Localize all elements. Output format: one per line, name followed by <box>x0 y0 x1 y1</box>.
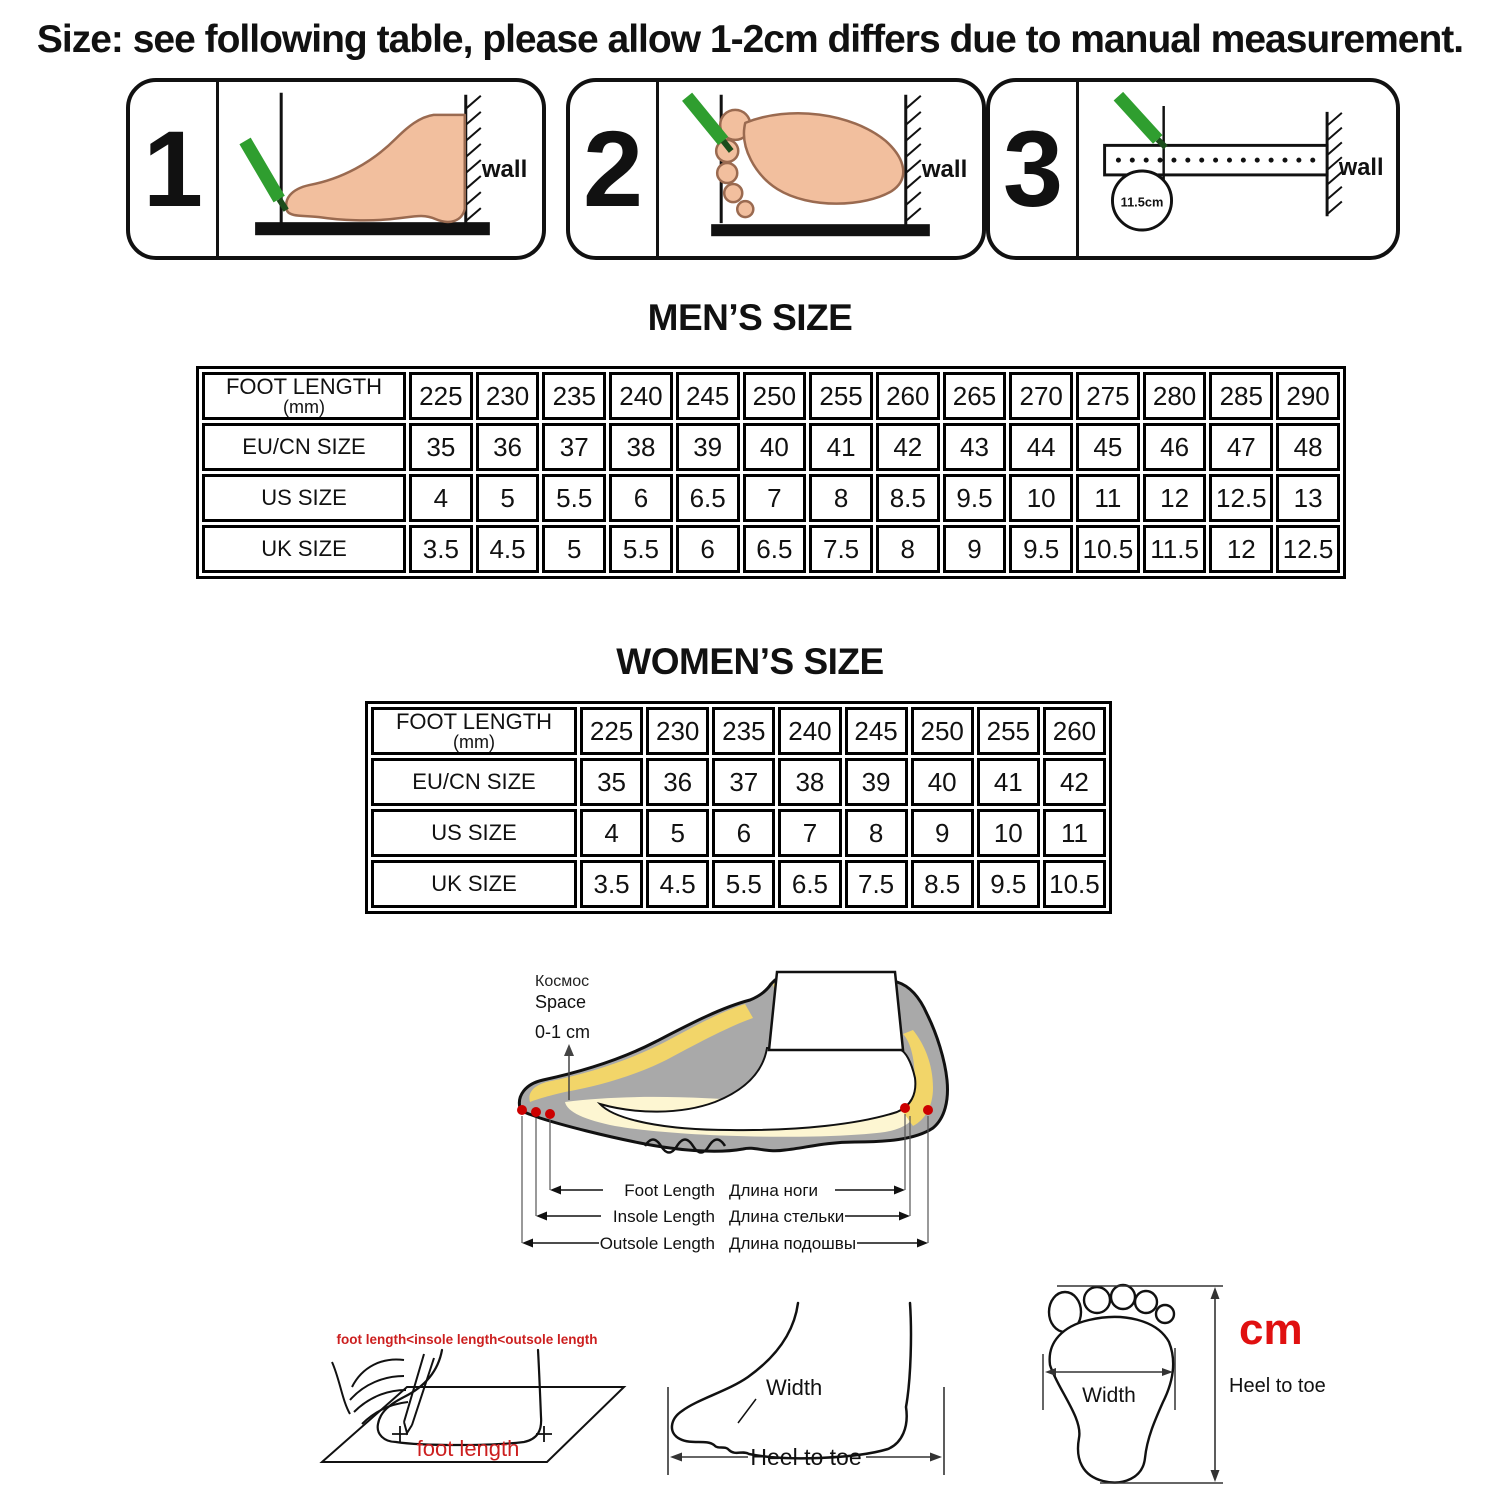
step-3-number: 3 <box>990 82 1079 256</box>
size-cell: 7.5 <box>845 860 908 908</box>
floor-icon <box>255 222 490 235</box>
step-2-number: 2 <box>570 82 659 256</box>
size-cell: 10 <box>977 809 1040 857</box>
footprint-diagram <box>995 1270 1340 1490</box>
size-cell: 39 <box>845 758 908 806</box>
size-cell: 41 <box>977 758 1040 806</box>
foot-top-icon <box>716 110 903 217</box>
size-cell: 5.5 <box>712 860 775 908</box>
outsole-length-label-ru: Длина подошвы <box>729 1234 857 1253</box>
size-cell: 270 <box>1009 372 1073 420</box>
size-cell: 235 <box>712 707 775 755</box>
wall-hatch-icon <box>466 95 481 229</box>
size-cell: 35 <box>409 423 473 471</box>
womens-size-table-wrap <box>365 701 1112 914</box>
step-1-number: 1 <box>130 82 219 256</box>
foot-length-label-ru: Длина ноги <box>729 1181 819 1200</box>
insole-length-label-en: Insole Length <box>612 1207 715 1226</box>
size-cell: 5 <box>646 809 709 857</box>
insole-length-dimension <box>536 1212 910 1221</box>
size-row-label: EU/CN SIZE <box>202 423 406 471</box>
size-cell: 10.5 <box>1043 860 1106 908</box>
size-cell: 11 <box>1043 809 1106 857</box>
size-cell: 225 <box>409 372 473 420</box>
outsole-length-label-en: Outsole Length <box>599 1234 715 1253</box>
size-row-label: EU/CN SIZE <box>371 758 577 806</box>
size-cell: 47 <box>1209 423 1273 471</box>
size-cell: 37 <box>542 423 606 471</box>
size-table-row <box>202 423 1340 471</box>
size-row-sublabel: (mm) <box>283 397 325 418</box>
size-cell: 8 <box>876 525 940 573</box>
size-cell: 40 <box>911 758 974 806</box>
mens-size-table-wrap <box>196 366 1346 579</box>
size-cell: 225 <box>580 707 643 755</box>
measure-foot-top-illustration <box>659 82 982 256</box>
size-cell: 7 <box>743 474 807 522</box>
size-cell: 4.5 <box>646 860 709 908</box>
wall-hatch-icon <box>906 95 921 229</box>
size-cell: 9.5 <box>1009 525 1073 573</box>
size-cell: 39 <box>676 423 740 471</box>
size-cell: 12.5 <box>1276 525 1340 573</box>
size-cell: 4.5 <box>476 525 540 573</box>
heel-to-toe-side-diagram <box>648 1295 968 1480</box>
size-cell: 11.5 <box>1143 525 1207 573</box>
size-row-label: US SIZE <box>202 474 406 522</box>
size-table-row <box>371 809 1106 857</box>
size-cell: 6 <box>609 474 673 522</box>
mens-size-table <box>199 369 1343 576</box>
womens-size-table <box>368 704 1109 911</box>
size-row-label: UK SIZE <box>371 860 577 908</box>
foot-length-dimension <box>550 1186 905 1195</box>
print-width-label: Width <box>1082 1384 1136 1407</box>
space-label-ru: Космос <box>535 973 590 990</box>
size-cell: 13 <box>1276 474 1340 522</box>
size-cell: 6 <box>676 525 740 573</box>
size-cell: 280 <box>1143 372 1207 420</box>
size-cell: 260 <box>1043 707 1106 755</box>
length-inequality-label: foot length<insole length<outsole length <box>336 1332 598 1347</box>
size-table-row <box>202 525 1340 573</box>
side-heel-to-toe-label: Heel to toe <box>750 1444 862 1470</box>
size-cell: 46 <box>1143 423 1207 471</box>
measure-ruler-illustration <box>1079 82 1396 256</box>
size-cell: 290 <box>1276 372 1340 420</box>
size-cell: 38 <box>609 423 673 471</box>
size-cell: 250 <box>743 372 807 420</box>
foot-tracing-diagram <box>292 1292 642 1492</box>
size-cell: 7.5 <box>809 525 873 573</box>
foot-side-icon <box>286 115 465 222</box>
size-cell: 9.5 <box>977 860 1040 908</box>
size-cell: 8 <box>845 809 908 857</box>
floor-icon <box>711 224 930 236</box>
shoe-length-diagram <box>505 950 995 1265</box>
size-cell: 40 <box>743 423 807 471</box>
ruler-value-label: 11.5cm <box>1120 194 1164 210</box>
size-table-row <box>371 707 1106 755</box>
insole-length-label-ru: Длина стельки <box>729 1207 845 1226</box>
wall-label: wall <box>481 156 528 184</box>
size-table-row <box>371 758 1106 806</box>
size-cell: 48 <box>1276 423 1340 471</box>
size-row-label: US SIZE <box>371 809 577 857</box>
size-cell: 9 <box>943 525 1007 573</box>
size-cell: 285 <box>1209 372 1273 420</box>
size-row-label: FOOT LENGTH (mm) <box>371 707 577 755</box>
size-cell: 255 <box>977 707 1040 755</box>
page-title: Size: see following table, please allow 1-2cm differs due to manual measurement. <box>36 18 1464 61</box>
size-cell: 240 <box>778 707 841 755</box>
size-cell: 41 <box>809 423 873 471</box>
measure-foot-side-illustration <box>219 82 542 256</box>
size-cell: 36 <box>646 758 709 806</box>
leg-icon <box>769 972 903 1050</box>
outsole-length-dimension <box>522 1239 928 1248</box>
size-table-row <box>202 372 1340 420</box>
size-cell: 235 <box>542 372 606 420</box>
size-cell: 36 <box>476 423 540 471</box>
size-cell: 42 <box>1043 758 1106 806</box>
size-cell: 7 <box>778 809 841 857</box>
size-table-row <box>202 474 1340 522</box>
size-cell: 5.5 <box>542 474 606 522</box>
size-cell: 8 <box>809 474 873 522</box>
size-cell: 43 <box>943 423 1007 471</box>
side-width-label: Width <box>766 1375 823 1400</box>
space-label-en: Space <box>535 992 587 1012</box>
size-cell: 5 <box>542 525 606 573</box>
size-cell: 245 <box>676 372 740 420</box>
size-cell: 255 <box>809 372 873 420</box>
measure-step-3-panel <box>986 78 1400 260</box>
size-cell: 9.5 <box>943 474 1007 522</box>
size-cell: 37 <box>712 758 775 806</box>
size-cell: 8.5 <box>876 474 940 522</box>
size-cell: 6.5 <box>743 525 807 573</box>
width-pointer-line <box>738 1399 756 1423</box>
wall-label: wall <box>1338 154 1384 181</box>
mens-size-title: MEN’S SIZE <box>647 297 853 338</box>
size-cell: 230 <box>476 372 540 420</box>
size-cell: 4 <box>409 474 473 522</box>
size-cell: 5.5 <box>609 525 673 573</box>
size-cell: 45 <box>1076 423 1140 471</box>
size-cell: 3.5 <box>409 525 473 573</box>
size-cell: 10.5 <box>1076 525 1140 573</box>
print-heel-to-toe-label: Heel to toe <box>1229 1375 1326 1397</box>
pencil-icon <box>1118 96 1165 147</box>
measure-step-2-panel <box>566 78 986 260</box>
space-value-label: 0-1 cm <box>535 1022 591 1042</box>
foot-length-label: foot length <box>416 1436 520 1461</box>
size-cell: 265 <box>943 372 1007 420</box>
cm-label: cm <box>1239 1305 1303 1354</box>
measure-step-1-panel <box>126 78 546 260</box>
size-cell: 12 <box>1209 525 1273 573</box>
size-cell: 11 <box>1076 474 1140 522</box>
wall-label: wall <box>921 156 968 184</box>
size-cell: 6 <box>712 809 775 857</box>
size-cell: 245 <box>845 707 908 755</box>
size-cell: 42 <box>876 423 940 471</box>
size-cell: 12 <box>1143 474 1207 522</box>
size-cell: 8.5 <box>911 860 974 908</box>
size-cell: 12.5 <box>1209 474 1273 522</box>
size-cell: 230 <box>646 707 709 755</box>
size-cell: 6.5 <box>676 474 740 522</box>
size-cell: 250 <box>911 707 974 755</box>
size-cell: 5 <box>476 474 540 522</box>
size-cell: 35 <box>580 758 643 806</box>
size-row-label: UK SIZE <box>202 525 406 573</box>
size-cell: 6.5 <box>778 860 841 908</box>
size-cell: 38 <box>778 758 841 806</box>
size-cell: 44 <box>1009 423 1073 471</box>
womens-size-title: WOMEN’S SIZE <box>616 641 884 682</box>
size-cell: 3.5 <box>580 860 643 908</box>
size-table-row <box>371 860 1106 908</box>
size-cell: 9 <box>911 809 974 857</box>
size-cell: 275 <box>1076 372 1140 420</box>
foot-length-label-en: Foot Length <box>624 1181 715 1200</box>
size-row-label: FOOT LENGTH (mm) <box>202 372 406 420</box>
size-cell: 4 <box>580 809 643 857</box>
size-cell: 260 <box>876 372 940 420</box>
size-cell: 240 <box>609 372 673 420</box>
size-row-sublabel: (mm) <box>453 732 495 753</box>
size-cell: 10 <box>1009 474 1073 522</box>
